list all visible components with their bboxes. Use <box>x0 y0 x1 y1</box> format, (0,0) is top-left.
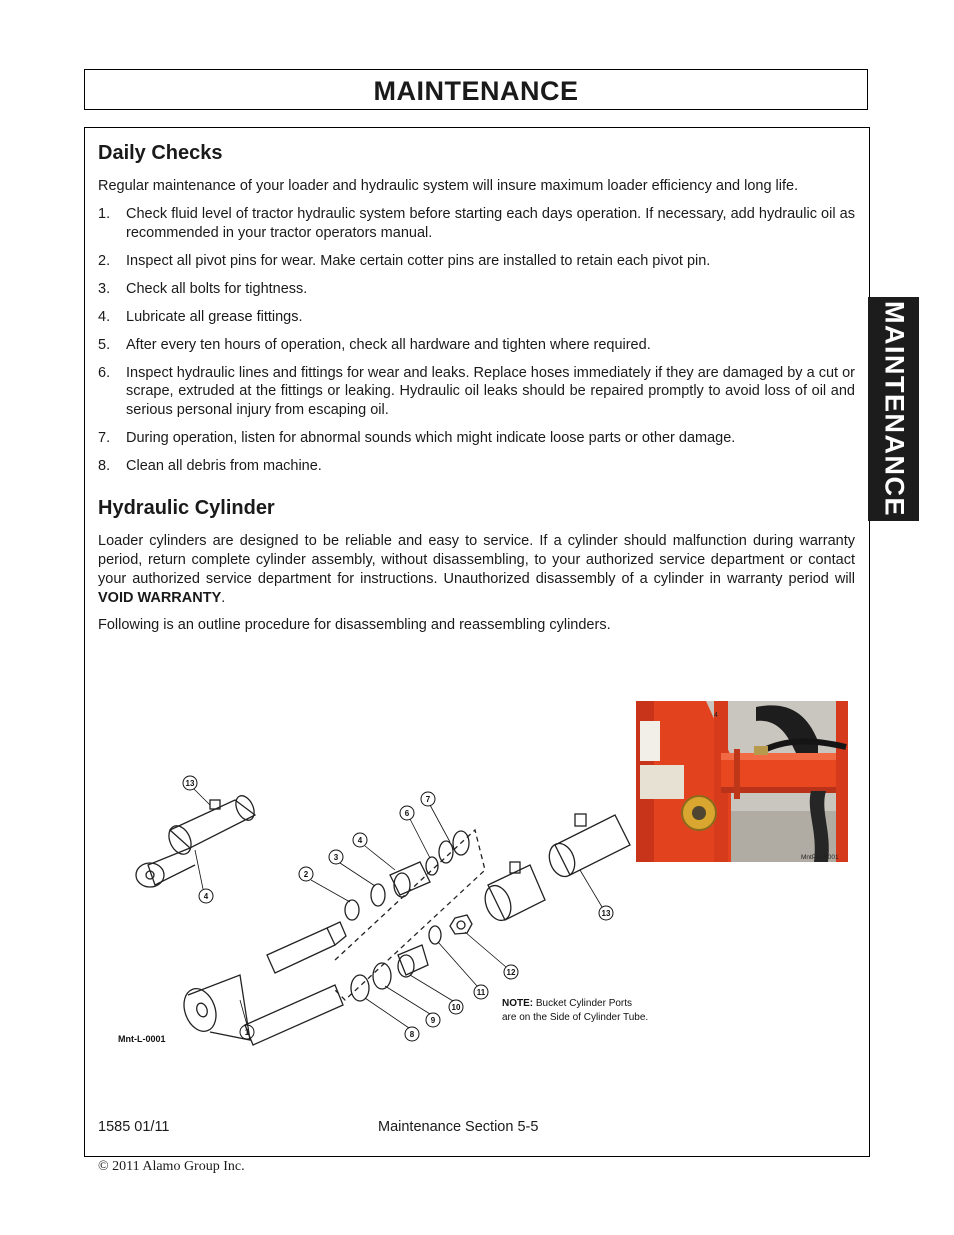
doc-id: 1585 01/11 <box>98 1119 170 1135</box>
daily-checks-intro: Regular maintenance of your loader and hydraulic system will insure maximum loader efficiency and long life. <box>98 178 799 194</box>
list-number: 3. <box>98 280 111 297</box>
daily-checks-list <box>98 205 855 485</box>
callout-6: 6 <box>404 809 410 818</box>
photo-code: MntP-L-0001 <box>801 854 839 861</box>
daily-checks-heading: Daily Checks <box>98 142 223 164</box>
list-item <box>98 205 855 242</box>
page-header <box>84 69 868 110</box>
callout-4b: 4 <box>357 836 363 845</box>
list-item <box>98 429 855 448</box>
callout-9: 9 <box>430 1016 436 1025</box>
list-number: 2. <box>98 252 111 269</box>
side-tab-label: MAINTENANCE <box>879 301 909 517</box>
list-text: Inspect hydraulic lines and fittings for wear and leaks. Replace hoses immediately if they are damaged by a cut or scrape, extruded at the fittings or leaking. Hydraulic oil leaks should be repaired promptly to avoid loss of oil and serious personal injury from escaping oil. <box>126 364 855 418</box>
list-text: Check all bolts for tightness. <box>126 280 308 297</box>
copyright: © 2011 Alamo Group Inc. <box>98 1159 245 1174</box>
svg-text:NOTE: Bucket Cylinder Ports <box>502 998 632 1009</box>
void-warranty-text: VOID WARRANTY <box>98 590 222 606</box>
callout-13: 13 <box>185 779 195 788</box>
page-title: MAINTENANCE <box>373 76 579 106</box>
list-number: 5. <box>98 336 111 353</box>
note-line-1: Bucket Cylinder Ports <box>535 998 633 1009</box>
list-text: Check fluid level of tractor hydraulic system before starting each days operation. If necessary, add hydraulic oil as recommended in your tractor operators manual. <box>126 206 855 241</box>
list-item <box>98 336 855 355</box>
list-text: During operation, listen for abnormal sounds which might indicate loose parts or other damage. <box>126 429 736 446</box>
list-text: After every ten hours of operation, check all hardware and tighten where required. <box>126 336 651 353</box>
procedure-outline-text: Following is an outline procedure for disassembling and reassembling cylinders. <box>98 617 611 633</box>
list-number: 1. <box>98 206 111 222</box>
note-label: NOTE: <box>502 998 534 1009</box>
list-number: 7. <box>98 429 111 446</box>
photo-callout: 4 <box>714 712 718 719</box>
callout-7: 7 <box>425 795 431 804</box>
callout-12: 12 <box>506 968 516 977</box>
callout-3: 3 <box>333 853 339 862</box>
list-item <box>98 252 855 271</box>
warranty-text: Loader cylinders are designed to be reliable and easy to service. If a cylinder should malfunction during warranty period, return complete cylinder assembly, without disassembling, to your authorized service department or contact your authorized service department for instructions. Unauthorized disassembly of a cylinder in warranty period will <box>98 533 855 587</box>
callout-1: 1 <box>244 1028 250 1037</box>
callout-8: 8 <box>409 1030 415 1039</box>
callout-2: 2 <box>303 870 309 879</box>
list-number: 4. <box>98 308 111 325</box>
cylinder-exploded-diagram <box>110 770 670 1050</box>
callout-10: 10 <box>451 1003 461 1012</box>
callout-11: 11 <box>476 988 486 997</box>
diagram-code: Mnt-L-0001 <box>118 1034 166 1044</box>
list-number: 8. <box>98 457 111 474</box>
hydraulic-cylinder-heading: Hydraulic Cylinder <box>98 497 275 519</box>
list-number: 6. <box>98 364 111 381</box>
list-item <box>98 364 855 420</box>
list-text: Inspect all pivot pins for wear. Make certain cotter pins are installed to retain each pivot pin. <box>126 252 711 269</box>
callout-4: 4 <box>203 892 209 901</box>
callout-13b: 13 <box>601 909 611 918</box>
sentence-end: . <box>221 590 226 606</box>
list-item <box>98 457 855 476</box>
list-text: Lubricate all grease fittings. <box>126 308 303 325</box>
hydraulic-cylinder-paragraph <box>98 532 855 608</box>
list-text: Clean all debris from machine. <box>126 457 322 474</box>
list-item <box>98 280 855 299</box>
section-label: Maintenance Section 5-5 <box>378 1119 539 1135</box>
note-line-2: are on the Side of Cylinder Tube. <box>502 1012 649 1023</box>
list-item <box>98 308 855 327</box>
section-side-tab <box>868 297 919 521</box>
